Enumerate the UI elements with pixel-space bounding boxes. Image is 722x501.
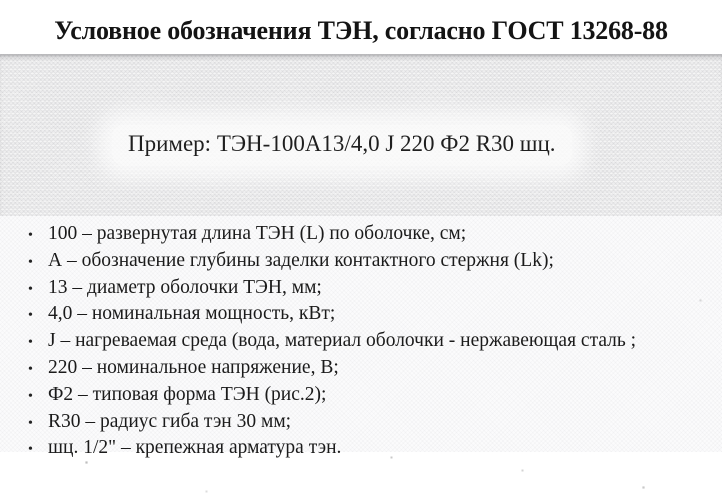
list-item: [0, 410, 716, 437]
list-item-text: R30 – радиус гиба тэн 30 мм;: [48, 410, 292, 432]
list-item: [0, 249, 716, 276]
example-designation-text: Пример: ТЭН-100А13/4,0 J 220 Ф2 R30 шц.: [112, 125, 572, 165]
list-item: [0, 383, 716, 410]
designation-list-panel: [0, 216, 722, 459]
bullet-icon: •: [28, 415, 33, 431]
bullet-icon: •: [28, 388, 33, 404]
list-item: [0, 436, 716, 463]
document-title: Условное обозначения ТЭН, согласно ГОСТ 13268-88: [54, 16, 668, 45]
list-item-text: 100 – развернутая длина ТЭН (L) по оболочке, см;: [48, 223, 467, 244]
list-item: [0, 222, 716, 249]
designation-list: [0, 216, 722, 463]
scan-noise-speckles: [0, 0, 1, 1]
bullet-icon: •: [28, 228, 33, 243]
list-item-text: 4,0 – номинальная мощность, кВт;: [48, 303, 336, 325]
bullet-icon: •: [28, 281, 33, 297]
list-item-text: J – нагреваемая среда (вода, материал оболочки - нержавеющая сталь ;: [48, 330, 637, 352]
list-item: [0, 302, 716, 329]
list-item: [0, 276, 716, 303]
list-item-text: Ф2 – типовая форма ТЭН (рис.2);: [48, 383, 327, 405]
bullet-icon: •: [28, 335, 33, 351]
bullet-icon: •: [28, 254, 33, 270]
list-item-text: 220 – номинальное напряжение, В;: [48, 356, 339, 378]
bullet-icon: •: [28, 361, 33, 377]
list-item: [0, 329, 716, 356]
bullet-icon: •: [28, 442, 33, 458]
bullet-icon: •: [28, 308, 33, 324]
list-item-text: шц. 1/2" – крепежная арматура тэн.: [48, 437, 342, 459]
list-item-text: 13 – диаметр оболочки ТЭН, мм;: [48, 276, 322, 298]
list-item-text: А – обозначение глубины заделки контактного стержня (Lk);: [48, 249, 554, 271]
list-item: [0, 356, 716, 383]
